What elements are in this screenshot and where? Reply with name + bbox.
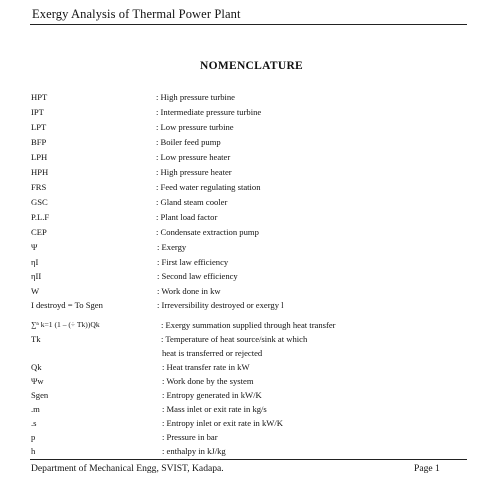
nomenclature-definition: : Pressure in bar bbox=[162, 432, 218, 442]
nomenclature-definition: : enthalpy in kJ/kg bbox=[162, 446, 226, 456]
footer-divider bbox=[30, 459, 467, 460]
nomenclature-term: CEP bbox=[31, 227, 47, 237]
nomenclature-term: Ψw bbox=[31, 376, 44, 386]
nomenclature-definition: : Feed water regulating station bbox=[156, 182, 261, 192]
nomenclature-term: FRS bbox=[31, 182, 47, 192]
footer-page-number: Page 1 bbox=[414, 463, 440, 474]
nomenclature-definition: heat is transferred or rejected bbox=[162, 348, 263, 358]
section-title: NOMENCLATURE bbox=[199, 60, 304, 72]
nomenclature-definition: : First law efficiency bbox=[157, 257, 229, 267]
nomenclature-term: W bbox=[31, 286, 40, 296]
nomenclature-definition: : Heat transfer rate in kW bbox=[162, 362, 250, 372]
nomenclature-term: GSC bbox=[31, 197, 48, 207]
nomenclature-definition: : Second law efficiency bbox=[157, 271, 238, 281]
nomenclature-definition: : Condensate extraction pump bbox=[156, 227, 259, 237]
nomenclature-term: ∑ⁿ k=1 (1 – (÷ Tk))Qk bbox=[31, 320, 100, 329]
nomenclature-term: BFP bbox=[31, 137, 47, 147]
nomenclature-term: HPH bbox=[31, 167, 49, 177]
nomenclature-definition: : Boiler feed pump bbox=[156, 137, 221, 147]
nomenclature-definition: : High pressure heater bbox=[156, 167, 232, 177]
nomenclature-definition: : Plant load factor bbox=[156, 212, 218, 222]
nomenclature-definition: : Work done by the system bbox=[162, 376, 254, 386]
nomenclature-definition: : Low pressure turbine bbox=[156, 122, 234, 132]
nomenclature-definition: : Mass inlet or exit rate in kg/s bbox=[162, 404, 267, 414]
nomenclature-term: ηI bbox=[31, 257, 39, 267]
nomenclature-term: p bbox=[31, 432, 36, 442]
nomenclature-definition: : Irreversibility destroyed or exergy l bbox=[157, 300, 284, 310]
nomenclature-definition: : Low pressure heater bbox=[156, 152, 231, 162]
nomenclature-term: Sgen bbox=[31, 390, 49, 400]
nomenclature-term: HPT bbox=[31, 92, 48, 102]
nomenclature-definition: : Exergy summation supplied through heat transfer bbox=[161, 320, 336, 330]
nomenclature-term: P.L.F bbox=[31, 212, 50, 222]
nomenclature-term: Qk bbox=[31, 362, 42, 372]
nomenclature-definition: : Intermediate pressure turbine bbox=[156, 107, 262, 117]
nomenclature-definition: : High pressure turbine bbox=[156, 92, 235, 102]
nomenclature-definition: : Temperature of heat source/sink at which bbox=[161, 334, 308, 344]
nomenclature-term: .s bbox=[31, 418, 37, 428]
running-header-title: Exergy Analysis of Thermal Power Plant bbox=[32, 7, 241, 21]
nomenclature-term: h bbox=[31, 446, 36, 456]
nomenclature-term: LPH bbox=[31, 152, 48, 162]
nomenclature-term: .m bbox=[31, 404, 40, 414]
nomenclature-term: Tk bbox=[31, 334, 41, 344]
nomenclature-definition: : Work done in kw bbox=[157, 286, 221, 296]
nomenclature-definition: : Entropy generated in kW/K bbox=[162, 390, 262, 400]
nomenclature-term: Ψ bbox=[31, 242, 38, 252]
nomenclature-definition: : Entropy inlet or exit rate in kW/K bbox=[162, 418, 283, 428]
nomenclature-term: ηII bbox=[31, 271, 42, 281]
nomenclature-definition: : Exergy bbox=[157, 242, 187, 252]
footer-department: Department of Mechanical Engg, SVIST, Kadapa. bbox=[31, 463, 224, 474]
nomenclature-definition: : Gland steam cooler bbox=[156, 197, 228, 207]
nomenclature-term: LPT bbox=[31, 122, 47, 132]
nomenclature-term: IPT bbox=[31, 107, 44, 117]
nomenclature-term: I destroyd = To Sgen bbox=[31, 300, 103, 310]
